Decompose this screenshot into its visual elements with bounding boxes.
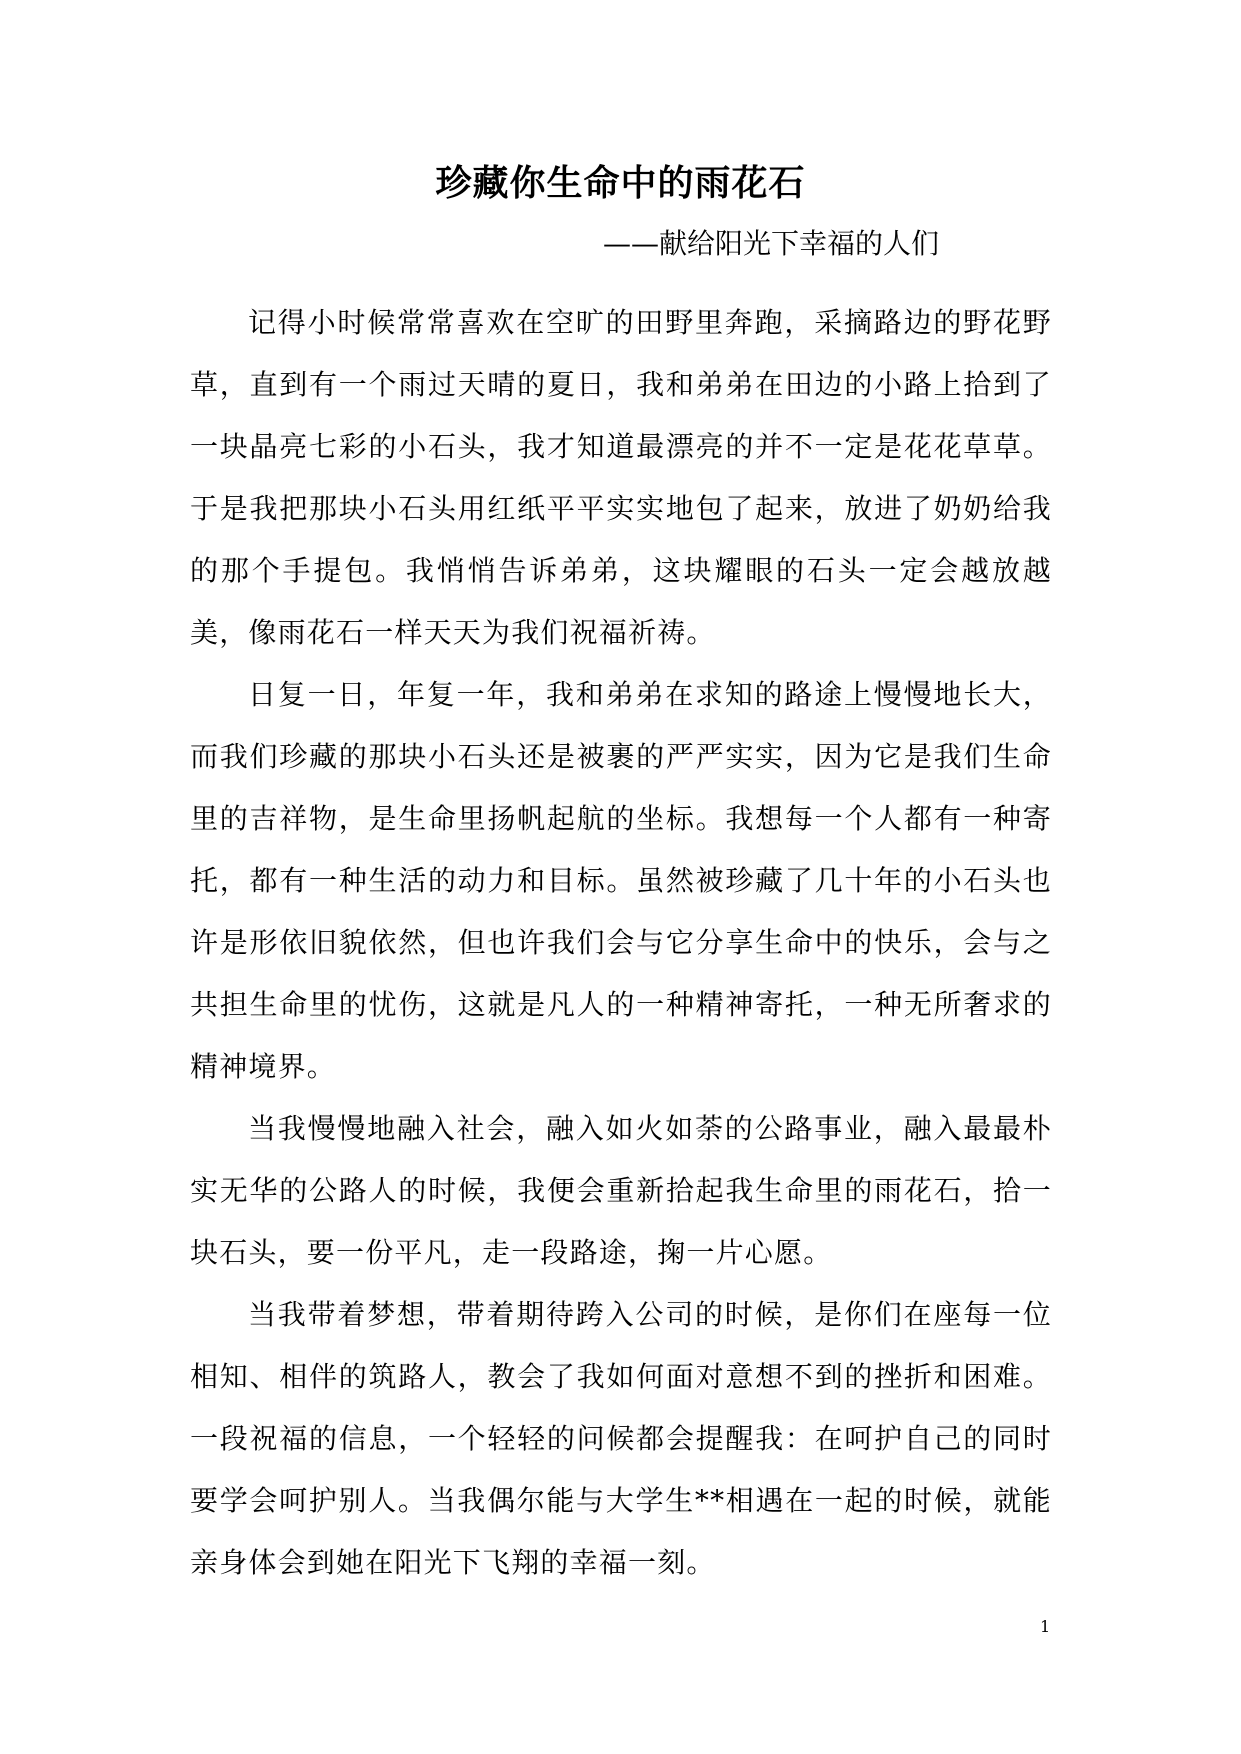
document-body — [190, 292, 1052, 1594]
paragraph: 当我带着梦想，带着期待跨入公司的时候，是你们在座每一位相知、相伴的筑路人，教会了我如何面对意想不到的挫折和困难。一段祝福的信息，一个轻轻的问候都会提醒我：在呵护自己的同时要学会呵护别人。当我偶尔能与大学生**相遇在一起的时候，就能亲身体会到她在阳光下飞翔的幸福一刻。 — [190, 1298, 1052, 1579]
page-number: 1 — [1040, 1617, 1051, 1636]
paragraph: 当我慢慢地融入社会，融入如火如荼的公路事业，融入最最朴实无华的公路人的时候，我便会重新拾起我生命里的雨花石，拾一块石头，要一份平凡，走一段路途，掬一片心愿。 — [190, 1112, 1052, 1269]
document-subtitle: ——献给阳光下幸福的人们 — [603, 227, 940, 260]
paragraph: 记得小时候常常喜欢在空旷的田野里奔跑，采摘路边的野花野草，直到有一个雨过天晴的夏日，我和弟弟在田边的小路上拾到了一块晶亮七彩的小石头，我才知道最漂亮的并不一定是花花草草。于是我把那块小石头用红纸平平实实地包了起来，放进了奶奶给我的那个手提包。我悄悄告诉弟弟，这块耀眼的石头一定会越放越美，像雨花石一样天天为我们祝福祈祷。 — [190, 306, 1052, 649]
paragraph: 日复一日，年复一年，我和弟弟在求知的路途上慢慢地长大，而我们珍藏的那块小石头还是被裹的严严实实，因为它是我们生命里的吉祥物，是生命里扬帆起航的坐标。我想每一个人都有一种寄托，都有一种生活的动力和目标。虽然被珍藏了几十年的小石头也许是形依旧貌依然，但也许我们会与它分享生命中的快乐，会与之共担生命里的忧伤，这就是凡人的一种精神寄托，一种无所奢求的精神境界。 — [190, 678, 1052, 1083]
document-title: 珍藏你生命中的雨花石 — [435, 162, 806, 204]
